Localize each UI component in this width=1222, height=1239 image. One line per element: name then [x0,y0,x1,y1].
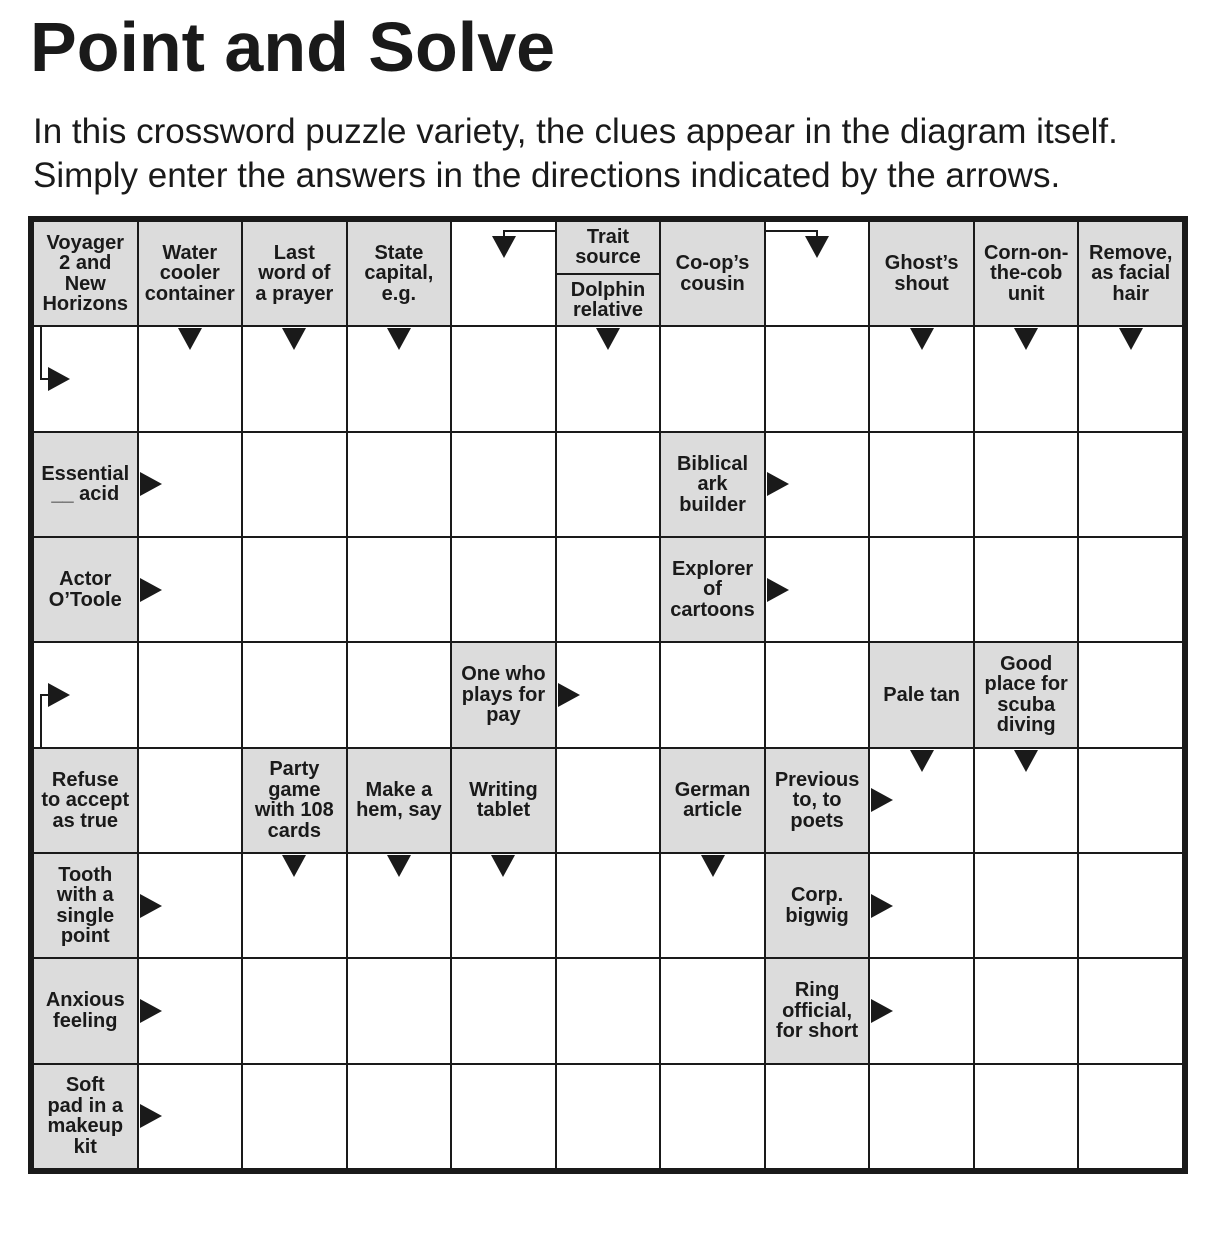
answer-cell[interactable] [870,538,973,641]
clue-line: cousin [680,272,745,295]
answer-cell[interactable] [1079,538,1182,641]
clue-line: Actor [59,568,112,591]
clue-cell [243,222,346,325]
answer-cell[interactable] [243,433,346,536]
page-title: Point and Solve [30,8,556,86]
clue-cell [34,538,137,641]
answer-cell[interactable] [557,433,660,536]
clue-line: source [575,246,641,269]
answer-cell[interactable] [452,433,555,536]
clue-line: diving [996,714,1056,737]
answer-cell[interactable] [139,643,242,746]
answer-cell[interactable] [766,1065,869,1168]
answer-cell[interactable] [661,1065,764,1168]
clue-cell [766,749,869,852]
clue-line: __ acid [51,483,120,506]
answer-cell[interactable] [348,959,451,1062]
answer-cell[interactable] [1079,1065,1182,1168]
right-arrow-icon [140,1104,162,1128]
answer-cell[interactable] [975,1065,1078,1168]
clue-cell [243,749,346,852]
clue-line: Anxious [45,989,125,1012]
answer-cell[interactable] [1079,749,1182,852]
right-arrow-icon [871,894,893,918]
down-arrow-icon [910,328,934,350]
answer-cell[interactable] [870,433,973,536]
down-arrow-icon [282,855,306,877]
intro-line-1: In this crossword puzzle variety, the clues appear in the diagram itself. [33,112,1118,151]
clue-cell [1079,222,1182,325]
clue-line: tablet [476,799,531,822]
answer-cell[interactable] [766,643,869,746]
answer-cell[interactable] [348,1065,451,1168]
answer-cell[interactable] [557,959,660,1062]
right-arrow-icon [558,683,580,707]
clue-line: for short [775,1020,859,1043]
clue-line: hem, say [356,799,442,822]
clue-line: place for [984,673,1068,696]
answer-cell[interactable] [975,538,1078,641]
clue-cell [975,643,1078,746]
clue-line: Remove, [1089,241,1173,264]
clue-cell [34,749,137,852]
down-arrow-icon [596,328,620,350]
clue-cell [452,643,555,746]
clue-line: Writing [469,778,538,801]
answer-cell[interactable] [452,1065,555,1168]
answer-cell[interactable] [1079,433,1182,536]
clue-line: Voyager [46,231,124,254]
down-arrow-icon [387,328,411,350]
down-arrow-icon [491,855,515,877]
clue-line: word of [258,262,331,285]
answer-cell[interactable] [243,643,346,746]
clue-line: Ring [794,979,840,1002]
clue-line: unit [1007,282,1045,305]
clue-line: of [703,578,722,601]
clue-line: e.g. [381,282,417,305]
clue-line: a prayer [255,282,334,305]
answer-cell[interactable] [243,959,346,1062]
clue-line: with a [56,884,114,907]
answer-cell[interactable] [348,643,451,746]
clue-line: article [683,799,742,822]
clue-cell [34,1065,137,1168]
right-arrow-icon [140,999,162,1023]
answer-cell[interactable] [1079,854,1182,957]
clue-line: Dolphin [570,278,646,301]
down-arrow-icon [178,328,202,350]
clue-line: bigwig [785,904,849,927]
clue-line: single [56,904,115,927]
clue-cell [348,749,451,852]
clue-cell [348,222,451,325]
clue-line: kit [73,1135,97,1158]
answer-cell[interactable] [452,538,555,641]
clue-cell [870,222,973,325]
clue-line: Refuse [51,768,119,791]
down-arrow-icon [1014,328,1038,350]
answer-cell[interactable] [139,749,242,852]
clue-line: Previous [774,768,860,791]
clue-line: ark [697,473,728,496]
clue-cell [34,959,137,1062]
clue-line: as facial [1091,262,1171,285]
clue-cell [34,854,137,957]
down-arrow-icon [701,855,725,877]
clue-cell [975,222,1078,325]
clue-line: cartoons [670,598,755,621]
clue-line: pay [486,704,521,727]
clue-line: hair [1112,282,1150,305]
clue-line: 2 and [59,252,112,275]
clue-line: builder [679,493,746,516]
clue-cell [452,749,555,852]
bent-arrow-icon [766,222,869,325]
clue-line: Pale tan [883,683,960,706]
right-arrow-icon [871,999,893,1023]
clue-line: Ghost’s [884,252,959,275]
bent-arrow-icon [452,222,555,325]
clue-line: Water [162,241,218,264]
answer-cell[interactable] [557,538,660,641]
clue-line: Good [1000,652,1053,675]
clue-line: Co-op’s [675,252,750,275]
right-arrow-icon [140,578,162,602]
down-arrow-icon [1014,750,1038,772]
clue-line: Tooth [58,863,113,886]
down-arrow-icon [282,328,306,350]
clue-cell [661,749,764,852]
clue-line: makeup [47,1115,124,1138]
answer-cell[interactable] [557,1065,660,1168]
clue-line: scuba [997,693,1056,716]
answer-cell[interactable] [1079,959,1182,1062]
clue-line: pad in a [47,1094,124,1117]
clue-line: Explorer [671,557,754,580]
clue-line: capital, [364,262,434,285]
clue-line: poets [790,809,844,832]
bent-arrow-icon [34,327,137,430]
clue-line: New [64,272,106,295]
answer-cell[interactable] [661,643,764,746]
clue-cell [34,222,137,325]
clue-line: Make a [365,778,433,801]
answer-cell[interactable] [452,327,555,430]
answer-cell[interactable] [661,327,764,430]
clue-cell [34,433,137,536]
answer-cell[interactable] [766,327,869,430]
bent-arrow-icon [34,643,137,746]
clue-cell [139,222,242,325]
clue-line: Trait [586,226,630,249]
down-arrow-icon [387,855,411,877]
clue-line: One who [461,663,546,686]
answer-cell[interactable] [975,854,1078,957]
answer-cell[interactable] [975,433,1078,536]
answer-cell[interactable] [975,959,1078,1062]
answer-cell[interactable] [661,959,764,1062]
intro-line-2: Simply enter the answers in the directions indicated by the arrows. [33,156,1061,195]
answer-cell[interactable] [348,433,451,536]
answer-cell[interactable] [452,959,555,1062]
answer-cell[interactable] [1079,643,1182,746]
clue-line: Party [269,758,320,781]
clue-text [557,275,660,326]
answer-cell[interactable] [243,538,346,641]
clue-line: Biblical [676,452,749,475]
clue-line: O’Toole [48,588,122,611]
right-arrow-icon [140,894,162,918]
clue-line: with 108 [254,799,334,822]
clue-line: Corn-on- [983,241,1069,264]
clue-cell [870,643,973,746]
clue-line: German [674,778,751,801]
clue-line: as true [52,809,119,832]
right-arrow-icon [767,578,789,602]
clue-cell [661,538,764,641]
clue-cell [766,854,869,957]
answer-cell[interactable] [557,749,660,852]
clue-line: the-cob [990,262,1063,285]
down-arrow-icon [910,750,934,772]
intro-text [33,110,1118,198]
clue-line: game [268,778,321,801]
clue-line: feeling [53,1009,118,1032]
answer-cell[interactable] [870,1065,973,1168]
clue-cell [661,222,764,325]
clue-line: to accept [41,789,130,812]
clue-cell [557,222,660,325]
answer-cell[interactable] [557,854,660,957]
clue-line: point [60,925,110,948]
clue-line: Essential [41,462,130,485]
clue-line: Horizons [42,293,129,316]
clue-line: to, to [792,789,842,812]
clue-line: plays for [461,683,546,706]
clue-cell [661,433,764,536]
right-arrow-icon [140,472,162,496]
down-arrow-icon [1119,328,1143,350]
right-arrow-icon [767,472,789,496]
clue-line: Soft [65,1074,105,1097]
answer-cell[interactable] [243,1065,346,1168]
clue-line: State [374,241,424,264]
clue-line: cards [267,819,322,842]
clue-line: Last [273,241,315,264]
clue-line: container [144,282,235,305]
crossword-grid [28,216,1188,1174]
right-arrow-icon [871,788,893,812]
clue-line: Corp. [790,884,844,907]
clue-line: shout [894,272,949,295]
clue-text [557,222,660,273]
answer-cell[interactable] [348,538,451,641]
clue-line: official, [782,999,853,1022]
clue-cell [766,959,869,1062]
clue-line: relative [572,298,644,321]
clue-line: cooler [159,262,220,285]
